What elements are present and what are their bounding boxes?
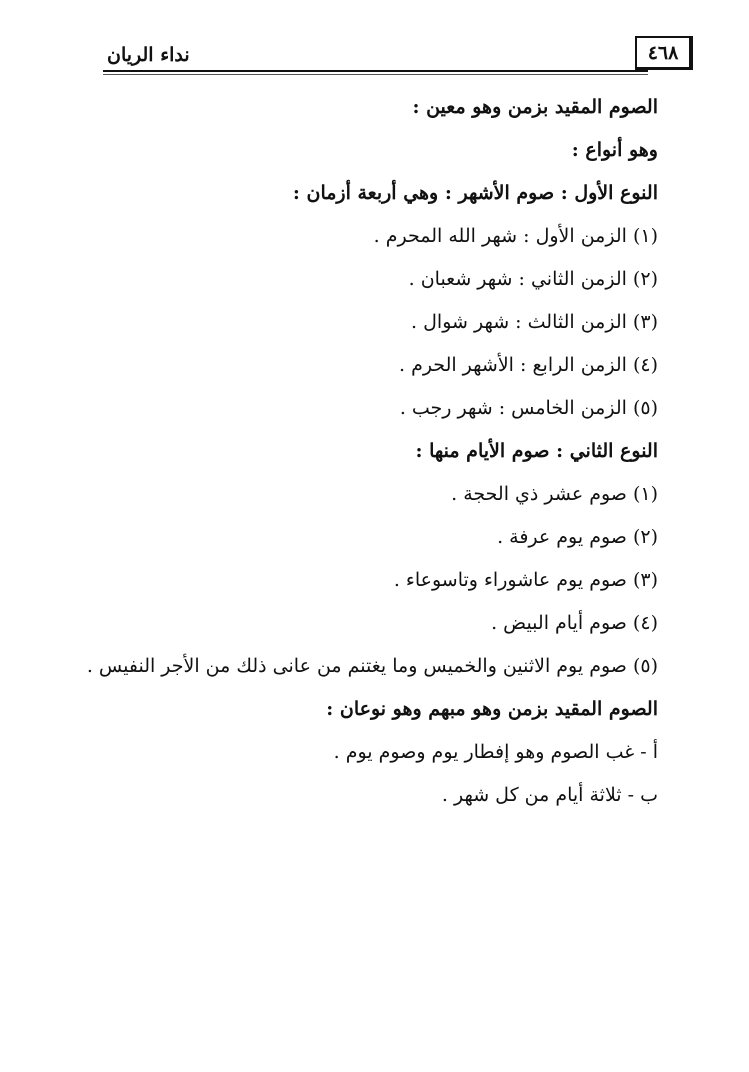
list-item: (٤) صوم أيام البيض . (491, 612, 658, 634)
list-item: (٢) الزمن الثاني : شهر شعبان . (408, 268, 658, 290)
list-item: (٤) الزمن الرابع : الأشهر الحرم . (398, 354, 658, 376)
list-item: (١) صوم عشر ذي الحجة . (451, 483, 658, 505)
running-title: نداء الريان (107, 44, 190, 66)
list-item: (٥) الزمن الخامس : شهر رجب . (399, 397, 658, 419)
list-item: (٢) صوم يوم عرفة . (497, 526, 658, 548)
subsection-heading: النوع الثاني : صوم الأيام منها : (415, 440, 658, 462)
list-item: أ - غب الصوم وهو إفطار يوم وصوم يوم . (333, 741, 658, 763)
header-rule-thin (103, 74, 648, 75)
list-item: (٣) الزمن الثالث : شهر شوال . (411, 311, 658, 333)
list-item: (٣) صوم يوم عاشوراء وتاسوعاء . (393, 569, 658, 591)
section-heading: الصوم المقيد بزمن وهو معين : (412, 96, 658, 118)
list-item: ب - ثلاثة أيام من كل شهر . (441, 784, 658, 806)
subsection-heading: النوع الأول : صوم الأشهر : وهي أربعة أزمان : (292, 182, 658, 204)
page-header (103, 36, 693, 78)
list-item: (١) الزمن الأول : شهر الله المحرم . (373, 225, 658, 247)
page-body (86, 86, 658, 817)
header-rule (103, 70, 648, 72)
section-heading: الصوم المقيد بزمن وهو مبهم وهو نوعان : (326, 698, 658, 720)
text-line: وهو أنواع : (571, 139, 658, 161)
list-item: (٥) صوم يوم الاثنين والخميس وما يغتنم من عانى ذلك من الأجر النفيس . (86, 655, 658, 677)
page-number: ٤٦٨ (635, 36, 693, 70)
